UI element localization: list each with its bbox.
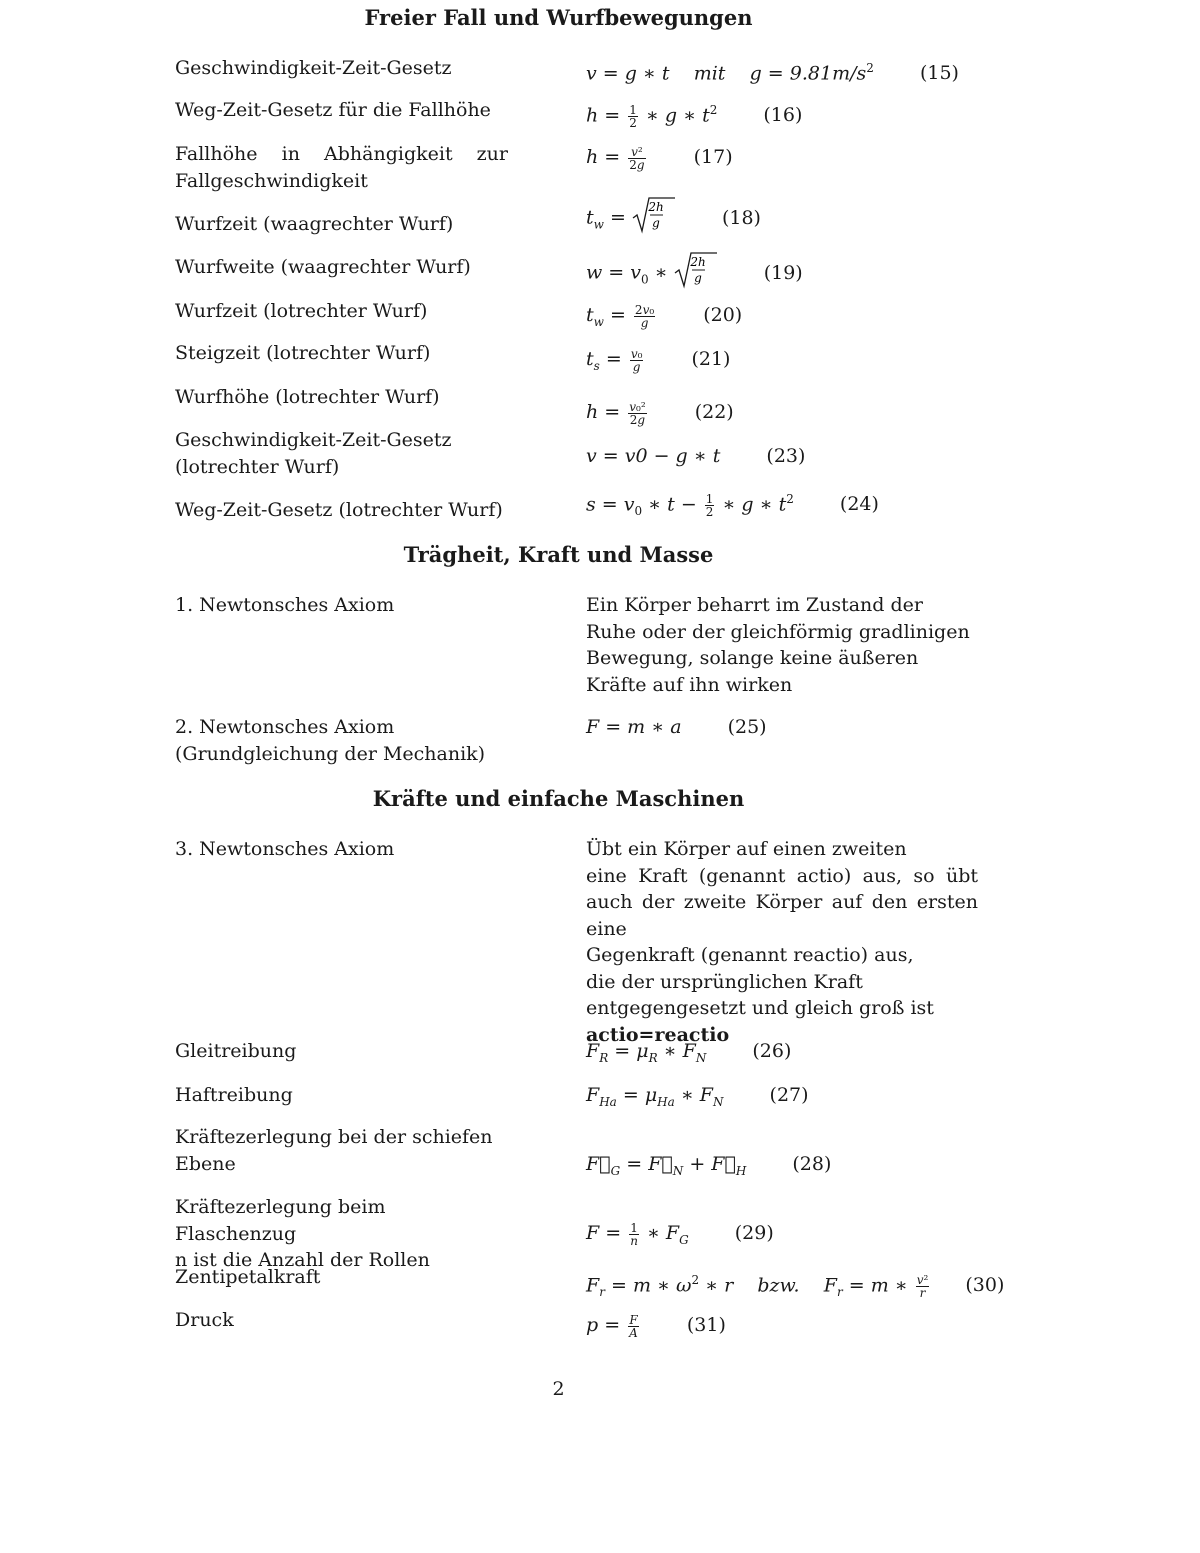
label-23 <box>175 427 508 480</box>
svg-text:g: g <box>693 271 702 285</box>
formula-25 <box>586 714 767 740</box>
label-30: Zentipetalkraft <box>175 1266 321 1288</box>
label-axiom-2 <box>175 714 555 767</box>
text-axiom-3 <box>586 836 978 1048</box>
eq-number-23: (23) <box>766 445 806 467</box>
formula-19: $w = v_0$ ∗ 2h g (19) <box>586 251 803 296</box>
formula-28: $F⃗_G$ = $F⃗_N$ + $F⃗_H$ (28) <box>586 1153 832 1178</box>
formula-20: $t_w$ = $\frac{\text{2v₀}}{g}$ (20) <box>586 302 743 330</box>
label-29 <box>175 1194 508 1274</box>
section-title-machines: Kräfte und einfache Maschinen <box>372 786 745 811</box>
formula-23-expr: v = v0 − g ∗ t <box>586 445 721 467</box>
formula-29: F = $\frac{1}{n}$ ∗ $F_G$ (29) <box>586 1220 774 1248</box>
svg-text:2h: 2h <box>689 255 706 269</box>
formula-30-bzw: bzw. <box>757 1274 800 1297</box>
eq-number-30: (30) <box>965 1274 1005 1297</box>
label-axiom-2-line2: (Grundgleichung der Mechanik) <box>175 742 486 765</box>
eq-number-22: (22) <box>694 401 734 423</box>
section-title-inertia: Trägheit, Kraft und Masse <box>403 542 714 567</box>
label-26: Gleitreibung <box>175 1040 297 1062</box>
text-axiom-1 <box>586 592 978 698</box>
formula-15-lhs: v = g ∗ t <box>586 62 670 85</box>
sqrt-18-icon <box>632 196 676 234</box>
eq-number-15: (15) <box>919 62 959 85</box>
formula-21: $t_s$ = $\frac{\text{v₀}}{g}$ (21) <box>586 346 731 374</box>
eq-number-16: (16) <box>763 104 803 127</box>
label-23-line1: Geschwindigkeit-Zeit-Gesetz <box>175 429 452 451</box>
formula-24: $s = v_0$ ∗ t − $\frac{1}{2}$ ∗ g ∗ $t^2$ (24) <box>586 491 879 519</box>
eq-number-24: (24) <box>839 493 879 516</box>
label-axiom-3: 3. Newtonsches Axiom <box>175 838 395 860</box>
label-17-line1: Fallhöhe in Abhängigkeit zur <box>175 143 508 165</box>
label-17-line2: Fallgeschwindigkeit <box>175 169 368 192</box>
page-number: 2 <box>552 1378 565 1400</box>
label-axiom-1: 1. Newtonsches Axiom <box>175 594 395 616</box>
eq-number-20: (20) <box>703 304 743 326</box>
formula-15-g: g = 9.81m/s <box>749 62 867 85</box>
formula-31: p = $\frac{F}{A}$ (31) <box>586 1312 726 1340</box>
label-24: Weg-Zeit-Gesetz (lotrechter Wurf) <box>175 499 503 521</box>
label-28 <box>175 1124 508 1177</box>
text-axiom-1-line3: Bewegung, solange keine äußeren <box>586 647 919 669</box>
label-axiom-2-line1: 2. Newtonsches Axiom <box>175 716 395 738</box>
svg-text:2h: 2h <box>648 200 664 214</box>
label-28-line2: Ebene <box>175 1152 236 1175</box>
formula-27: $F_{Ha} = \mu_{Ha}$ ∗ $F_N$ (27) <box>586 1084 809 1109</box>
eq-number-29: (29) <box>734 1222 774 1244</box>
eq-number-25: (25) <box>727 716 767 738</box>
eq-number-28: (28) <box>792 1153 832 1175</box>
text-axiom-1-line4: Kräfte auf ihn wirken <box>586 673 793 696</box>
label-22: Wurfhöhe (lotrechter Wurf) <box>175 386 440 408</box>
formula-23 <box>586 443 805 469</box>
eq-number-17: (17) <box>693 146 733 168</box>
label-29-line2: n ist die Anzahl der Rollen <box>175 1249 430 1271</box>
label-15: Geschwindigkeit-Zeit-Gesetz <box>175 57 452 79</box>
text-axiom-1-line2: Ruhe oder der gleichförmig gradlinigen <box>586 620 970 643</box>
text-axiom-3-line2: eine Kraft (genannt actio) aus, so übt <box>586 864 978 887</box>
section-title-free-fall: Freier Fall und Wurfbewegungen <box>364 5 753 30</box>
label-18: Wurfzeit (waagrechter Wurf) <box>175 213 454 235</box>
eq-number-19: (19) <box>763 261 803 284</box>
formula-18: $t_w$ = 2h g (18) <box>586 196 761 241</box>
text-axiom-1-line1: Ein Körper beharrt im Zustand der <box>586 594 923 616</box>
label-21: Steigzeit (lotrechter Wurf) <box>175 342 431 364</box>
formula-22: h = $\frac{\text{v₀²}}{2g}$ (22) <box>586 399 734 427</box>
label-17 <box>175 141 508 194</box>
label-19: Wurfweite (waagrechter Wurf) <box>175 256 471 278</box>
eq-number-31: (31) <box>686 1314 726 1336</box>
formula-15-mit: mit <box>693 62 726 85</box>
formula-16: h = $\frac{1}{2}$ ∗ g ∗ $t^2$ (16) <box>586 102 803 130</box>
svg-text:g: g <box>652 216 660 230</box>
label-16: Weg-Zeit-Gesetz für die Fallhöhe <box>175 99 491 121</box>
label-27: Haftreibung <box>175 1084 293 1106</box>
eq-number-27: (27) <box>769 1084 809 1106</box>
label-20: Wurfzeit (lotrechter Wurf) <box>175 300 428 322</box>
label-31: Druck <box>175 1309 234 1331</box>
eq-number-18: (18) <box>721 206 761 229</box>
formula-30: $F_r = m$ ∗ $\omega^2$ ∗ r bzw. $F_r = m$ ∗ $\frac{\text{v²}}{r}$ (30) <box>586 1272 1005 1300</box>
formula-26: $F_R = \mu_R$ ∗ $F_N$ (26) <box>586 1040 792 1065</box>
sqrt-19-icon <box>674 251 718 289</box>
text-axiom-3-actio-reactio: actio=reactio <box>586 1023 730 1046</box>
text-axiom-3-line6: entgegengesetzt und gleich groß ist <box>586 997 934 1019</box>
text-axiom-3-line3: auch der zweite Körper auf den ersten eine <box>586 891 978 940</box>
text-axiom-3-line5: die der ursprünglichen Kraft <box>586 970 863 993</box>
eq-number-21: (21) <box>691 348 731 370</box>
formula-25-expr: F = m ∗ a <box>586 716 682 738</box>
label-23-line2: (lotrechter Wurf) <box>175 455 340 478</box>
text-axiom-3-line4: Gegenkraft (genannt reactio) aus, <box>586 944 914 966</box>
text-axiom-3-line1: Übt ein Körper auf einen zweiten <box>586 838 907 860</box>
formula-15: v = g ∗ t mit $g = 9.81m/s^2$ (15) <box>586 61 959 85</box>
label-29-line1: Kräftezerlegung beim Flaschenzug <box>175 1196 386 1245</box>
formula-17: h = $\frac{\text{v²}}{2g}$ (17) <box>586 144 733 172</box>
eq-number-26: (26) <box>752 1040 792 1062</box>
label-28-line1: Kräftezerlegung bei der schiefen <box>175 1126 493 1148</box>
